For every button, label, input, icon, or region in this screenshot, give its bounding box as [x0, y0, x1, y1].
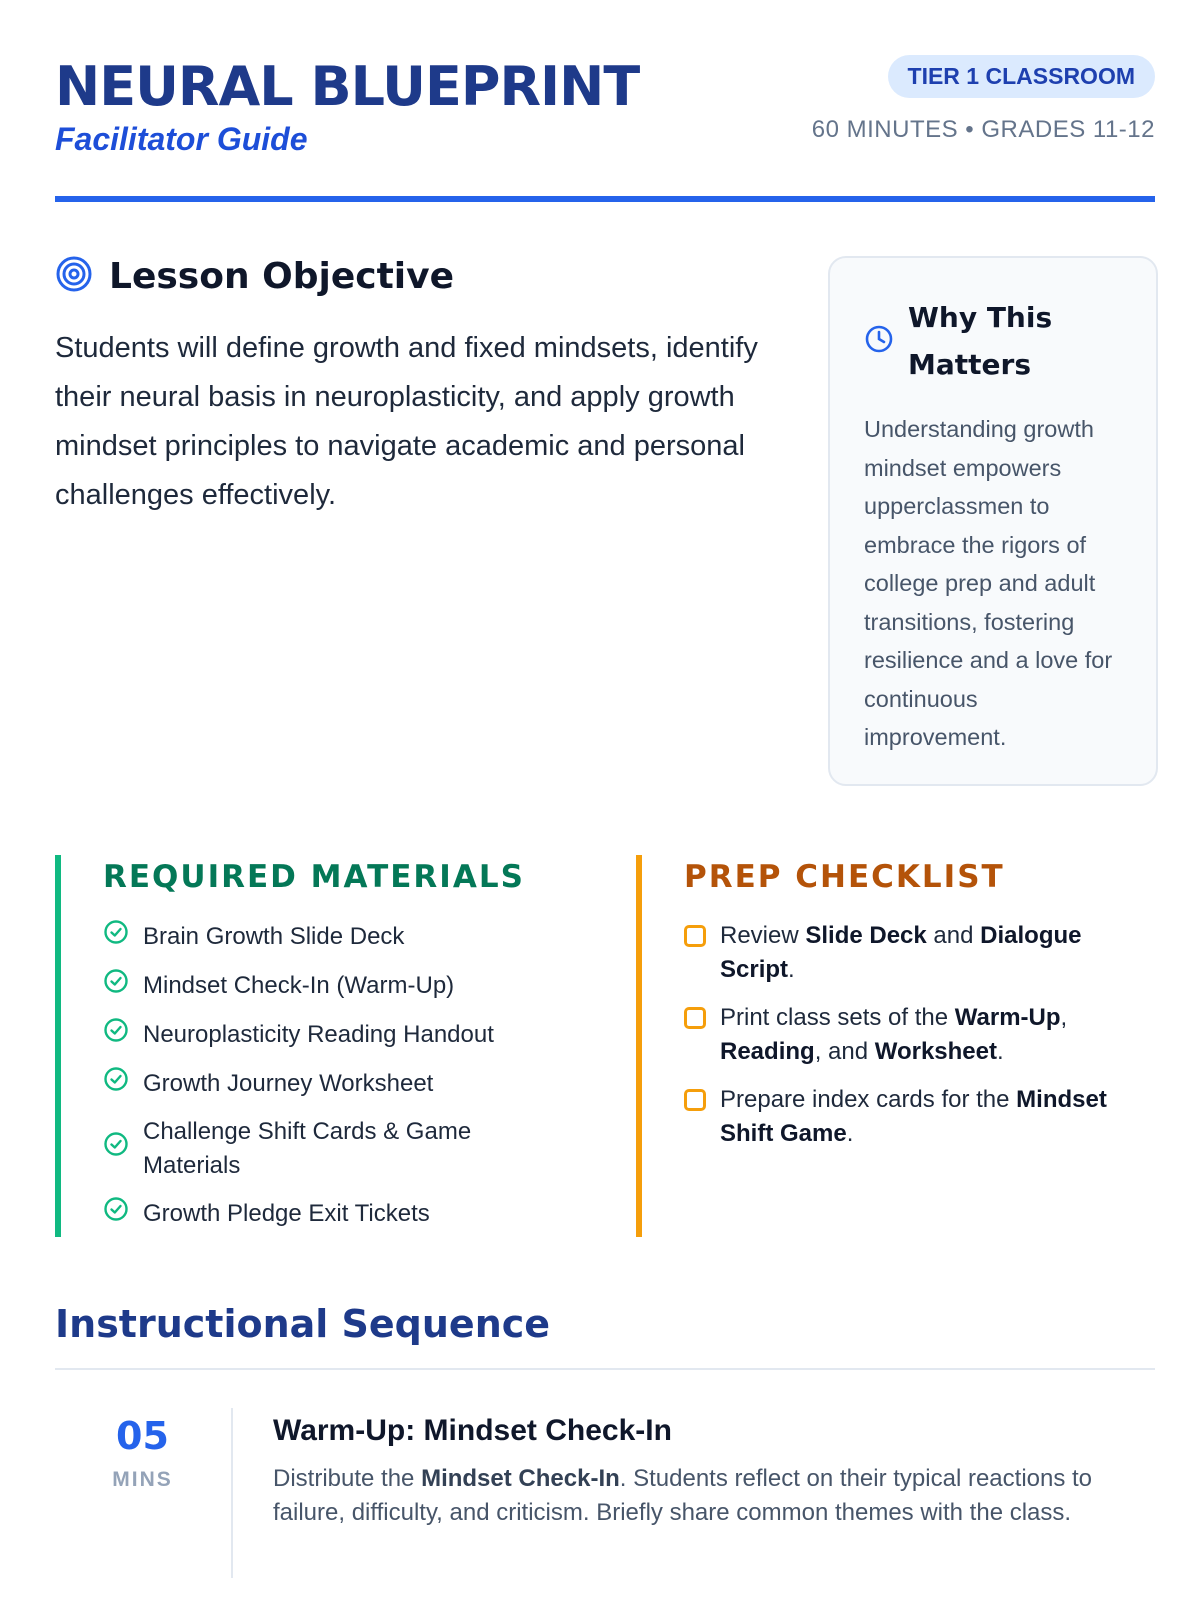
- check-circle-icon: [103, 1066, 129, 1102]
- header-meta: [812, 55, 1155, 144]
- duration-grades: 60 MINUTES • GRADES 11-12: [811, 116, 1155, 143]
- checklist-item[interactable]: [684, 1083, 1156, 1151]
- material-label: Brain Growth Slide Deck: [143, 923, 405, 950]
- list-item: [103, 1066, 575, 1102]
- step-unit: MINS: [112, 1468, 173, 1491]
- list-item: [103, 919, 575, 955]
- step-minutes: 05: [116, 1414, 169, 1458]
- objective-text: Students will define growth and fixed mindsets, identify their neural basis in neuroplasticity, and apply growth mindset principles to navigate academic and personal challenges effectively.: [55, 332, 758, 511]
- clock-icon: [864, 324, 894, 359]
- objective-title: Lesson Objective: [109, 256, 455, 297]
- material-label: Growth Journey Worksheet: [143, 1070, 434, 1097]
- material-label: Mindset Check-In (Warm-Up): [143, 972, 455, 999]
- why-this-matters-card: [828, 256, 1158, 786]
- required-materials: [55, 855, 575, 1237]
- checkbox[interactable]: [684, 1007, 706, 1029]
- lesson-objective: [55, 255, 775, 520]
- material-label: Challenge Shift Cards & Game Materials: [143, 1118, 472, 1179]
- check-circle-icon: [103, 1196, 129, 1232]
- target-icon: [55, 255, 93, 298]
- checkbox[interactable]: [684, 925, 706, 947]
- step-body: [273, 1408, 1153, 1530]
- page-subtitle: Facilitator Guide: [55, 121, 308, 157]
- materials-title: REQUIRED MATERIALS: [103, 859, 525, 895]
- checklist-text: Print class sets of the Warm-Up, Reading, and Worksheet.: [720, 1004, 1068, 1065]
- sequence-step: [55, 1408, 1155, 1588]
- tier-badge: TIER 1 CLASSROOM: [888, 55, 1155, 98]
- material-label: Neuroplasticity Reading Handout: [143, 1021, 494, 1048]
- sequence-divider: [55, 1368, 1155, 1370]
- prep-title: PREP CHECKLIST: [684, 859, 1005, 895]
- header-divider: [55, 196, 1155, 202]
- prep-checklist: [636, 855, 1156, 1237]
- step-divider: [231, 1408, 233, 1578]
- step-description: Distribute the Mindset Check-In. Students reflect on their typical reactions to failure, difficulty, and criticism. Briefly share common themes with the class.: [273, 1465, 1093, 1526]
- list-item: [103, 968, 575, 1004]
- check-circle-icon: [103, 968, 129, 1004]
- why-title: Why This Matters: [908, 301, 1053, 381]
- list-item: [103, 1017, 575, 1053]
- check-circle-icon: [103, 919, 129, 955]
- checklist-text: Prepare index cards for the Mindset Shift Game.: [720, 1086, 1107, 1147]
- materials-list: [103, 919, 575, 1232]
- sequence-title: Instructional Sequence: [55, 1302, 551, 1346]
- list-item: [103, 1196, 575, 1232]
- checklist-item[interactable]: [684, 1001, 1156, 1069]
- checklist-item[interactable]: [684, 919, 1156, 987]
- step-title: Warm-Up: Mindset Check-In: [273, 1414, 672, 1447]
- prep-list: [684, 919, 1156, 1151]
- page-title: NEURAL BLUEPRINT: [55, 55, 640, 118]
- material-label: Growth Pledge Exit Tickets: [143, 1200, 430, 1227]
- list-item: [103, 1115, 575, 1183]
- check-circle-icon: [103, 1131, 129, 1167]
- checklist-text: Review Slide Deck and Dialogue Script.: [720, 922, 1082, 983]
- why-text: Understanding growth mindset empowers upperclassmen to embrace the rigors of college prep and adult transitions, fostering resilience and a love for continuous improvement.: [864, 416, 1113, 750]
- check-circle-icon: [103, 1017, 129, 1053]
- checkbox[interactable]: [684, 1089, 706, 1111]
- page-header: [55, 55, 1155, 205]
- step-duration: [55, 1408, 230, 1492]
